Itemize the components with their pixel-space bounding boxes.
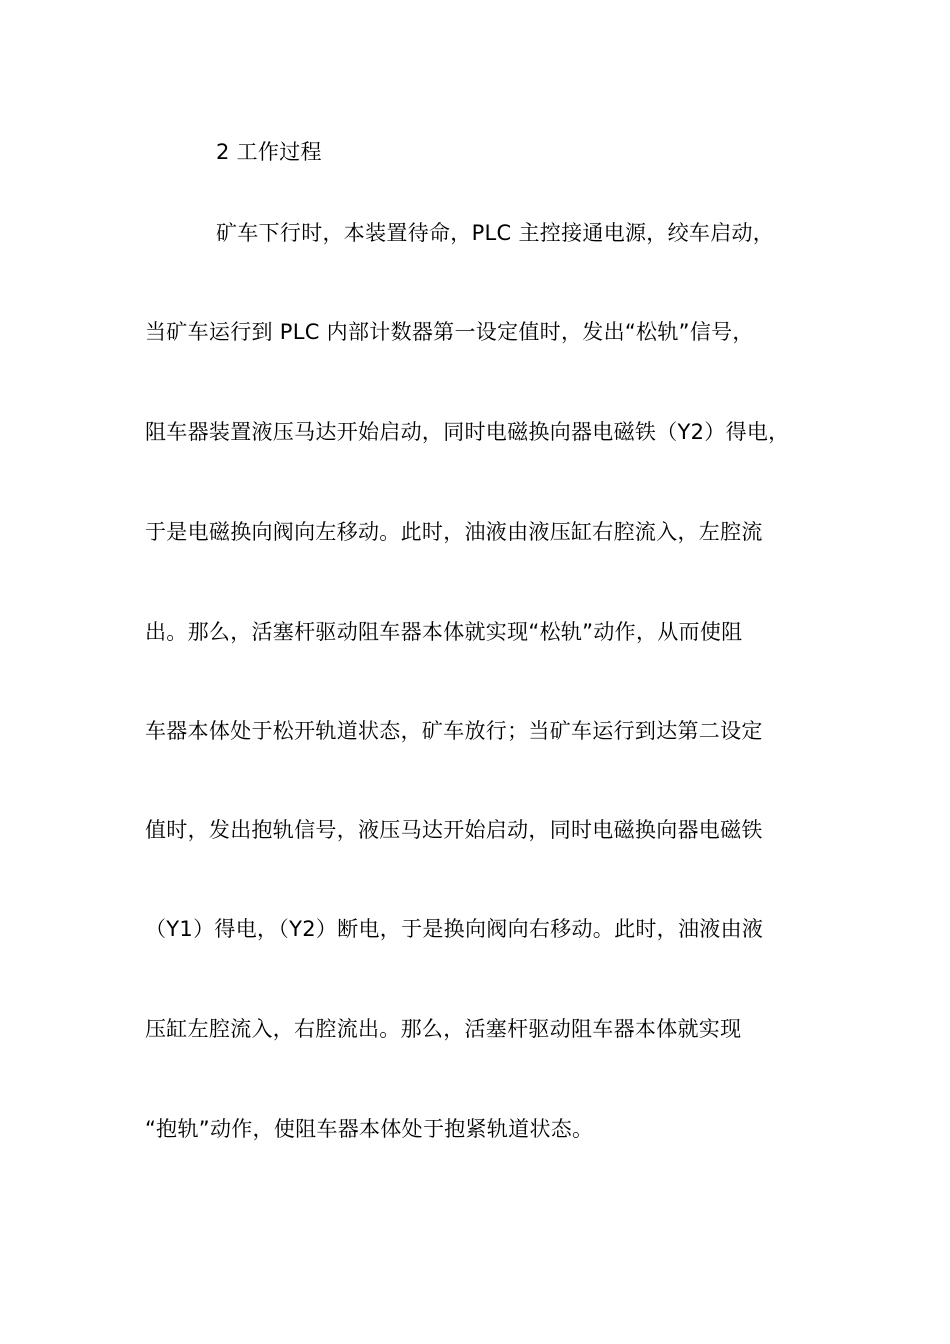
paragraph-line-6: 车器本体处于松开轨道状态，矿车放行；当矿车运行到达第二设定 (145, 719, 763, 743)
paragraph-line-2: 当矿车运行到 PLC 内部计数器第一设定值时，发出“松轨”信号， (145, 320, 754, 344)
paragraph-line-4: 于是电磁换向阀向左移动。此时，油液由液压缸右腔流入，左腔流 (145, 520, 763, 544)
paragraph-line-5: 出。那么，活塞杆驱动阻车器本体就实现“松轨”动作，从而使阻 (145, 620, 743, 644)
paragraph-line-8: （Y1）得电，（Y2）断电，于是换向阀向右移动。此时，油液由液 (145, 917, 764, 941)
section-heading: 2 工作过程 (216, 140, 322, 164)
paragraph-line-3: 阻车器装置液压马达开始启动，同时电磁换向器电磁铁（Y2）得电， (145, 420, 790, 444)
paragraph-line-7: 值时，发出抱轨信号，液压马达开始启动，同时电磁换向器电磁铁 (145, 818, 763, 842)
paragraph-line-1: 矿车下行时，本装置待命，PLC 主控接通电源，绞车启动， (216, 221, 775, 245)
paragraph-line-10: “抱轨”动作，使阻车器本体处于抱紧轨道状态。 (145, 1117, 594, 1141)
paragraph-line-9: 压缸左腔流入，右腔流出。那么，活塞杆驱动阻车器本体就实现 (145, 1017, 742, 1041)
